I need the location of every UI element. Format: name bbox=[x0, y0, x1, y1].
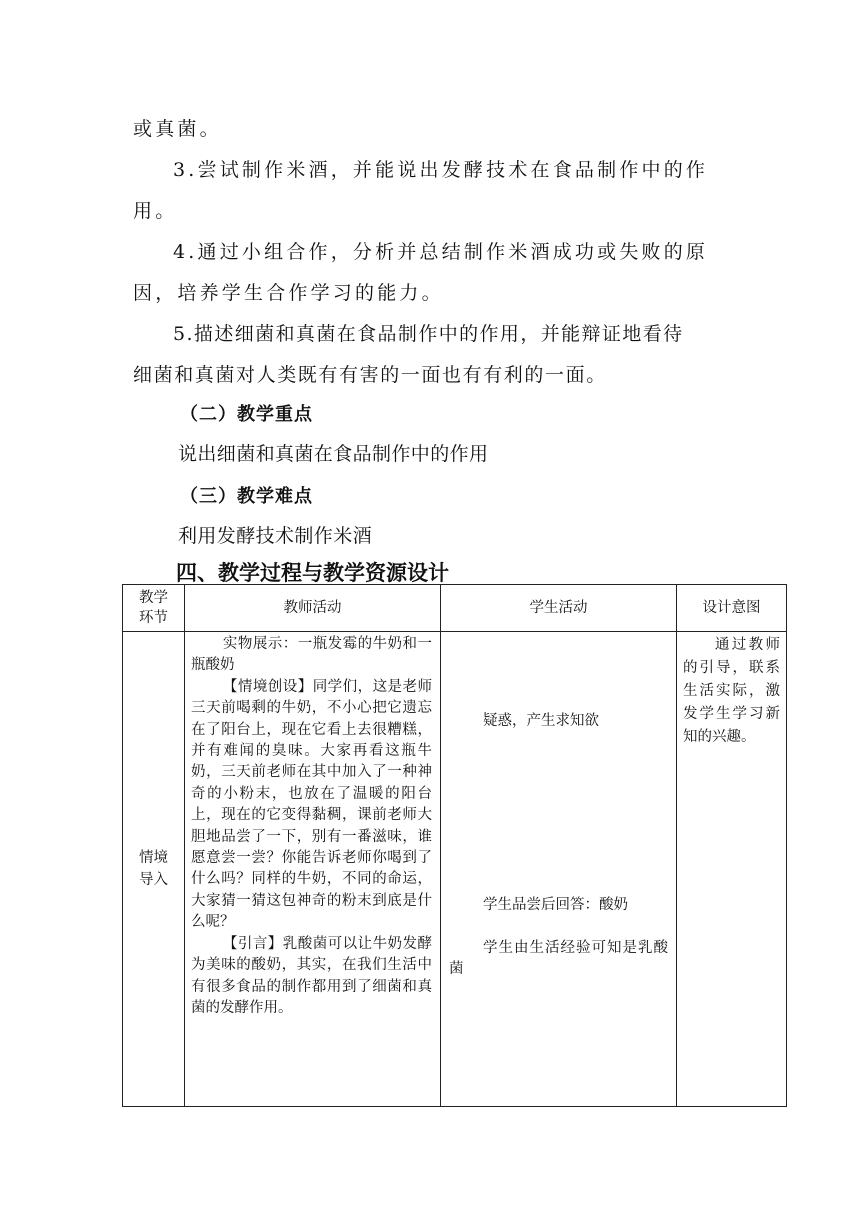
student-activity-cell bbox=[441, 632, 677, 1107]
key-point-heading: （二）教学重点 bbox=[180, 404, 313, 425]
header-student: 学生活动 bbox=[441, 585, 677, 632]
objective-line: 细菌和真菌对人类既有有害的一面也有有利的一面。 bbox=[133, 364, 607, 386]
student-response-1: 疑惑，产生求知欲 bbox=[483, 713, 599, 729]
difficulty-heading: （三）教学难点 bbox=[180, 486, 313, 507]
header-intent: 设计意图 bbox=[677, 585, 787, 632]
section-title: 四、教学过程与教学资源设计 bbox=[176, 561, 449, 585]
difficulty-text: 利用发酵技术制作米酒 bbox=[178, 525, 373, 547]
teacher-demo-text: 实物展示：一瓶发霉的牛奶和一瓶酸奶 bbox=[191, 636, 432, 674]
header-teacher: 教师活动 bbox=[185, 585, 441, 632]
stage-cell: 情境导入 bbox=[123, 632, 185, 1107]
key-point-text: 说出细菌和真菌在食品制作中的作用 bbox=[178, 443, 489, 465]
lesson-table bbox=[122, 584, 787, 1107]
design-intent-text: 通过教师的引导，联系生活实际，激发学生学习新知的兴趣。 bbox=[683, 637, 780, 745]
student-response-2: 学生品尝后回答：酸奶 bbox=[483, 897, 628, 913]
objective-line: 或真菌。 bbox=[133, 118, 222, 140]
header-stage: 教学环节 bbox=[123, 585, 185, 632]
teacher-intro-text: 【引言】乳酸菌可以让牛奶发酵为美味的酸奶，其实，在我们生活中有很多食品的制作都用到了细菌和真菌的发酵作用。 bbox=[191, 935, 432, 1016]
objective-line: 4.通过小组合作，分析并总结制作米酒成功或失败的原 bbox=[173, 241, 709, 263]
student-response-3: 学生由生活经验可知是乳酸菌 bbox=[449, 940, 668, 978]
design-intent-cell bbox=[677, 632, 787, 1107]
objective-line: 用。 bbox=[133, 200, 178, 222]
table-row bbox=[123, 632, 787, 1107]
teacher-activity-cell bbox=[185, 632, 441, 1107]
objective-line: 3.尝试制作米酒，并能说出发酵技术在食品制作中的作 bbox=[173, 159, 709, 181]
objective-line: 5.描述细菌和真菌在食品制作中的作用，并能辩证地看待 bbox=[173, 323, 684, 345]
teacher-scenario-text: 【情境创设】同学们，这是老师三天前喝剩的牛奶，不小心把它遗忘在了阳台上，现在它看上去很糟糕，并有难闻的臭味。大家再看这瓶牛奶，三天前老师在其中加入了一种神奇的小粉末，也放在了温暖的阳台上，现在的它变得黏稠，课前老师大胆地品尝了一下，别有一番滋味，谁愿意尝一尝？你能告诉老师你喝到了什么吗？同样的牛奶，不同的命运，大家猜一猜这包神奇的粉末到底是什么呢？ bbox=[191, 678, 432, 931]
objective-line: 因，培养学生合作学习的能力。 bbox=[133, 282, 444, 304]
table-header-row bbox=[123, 585, 787, 632]
